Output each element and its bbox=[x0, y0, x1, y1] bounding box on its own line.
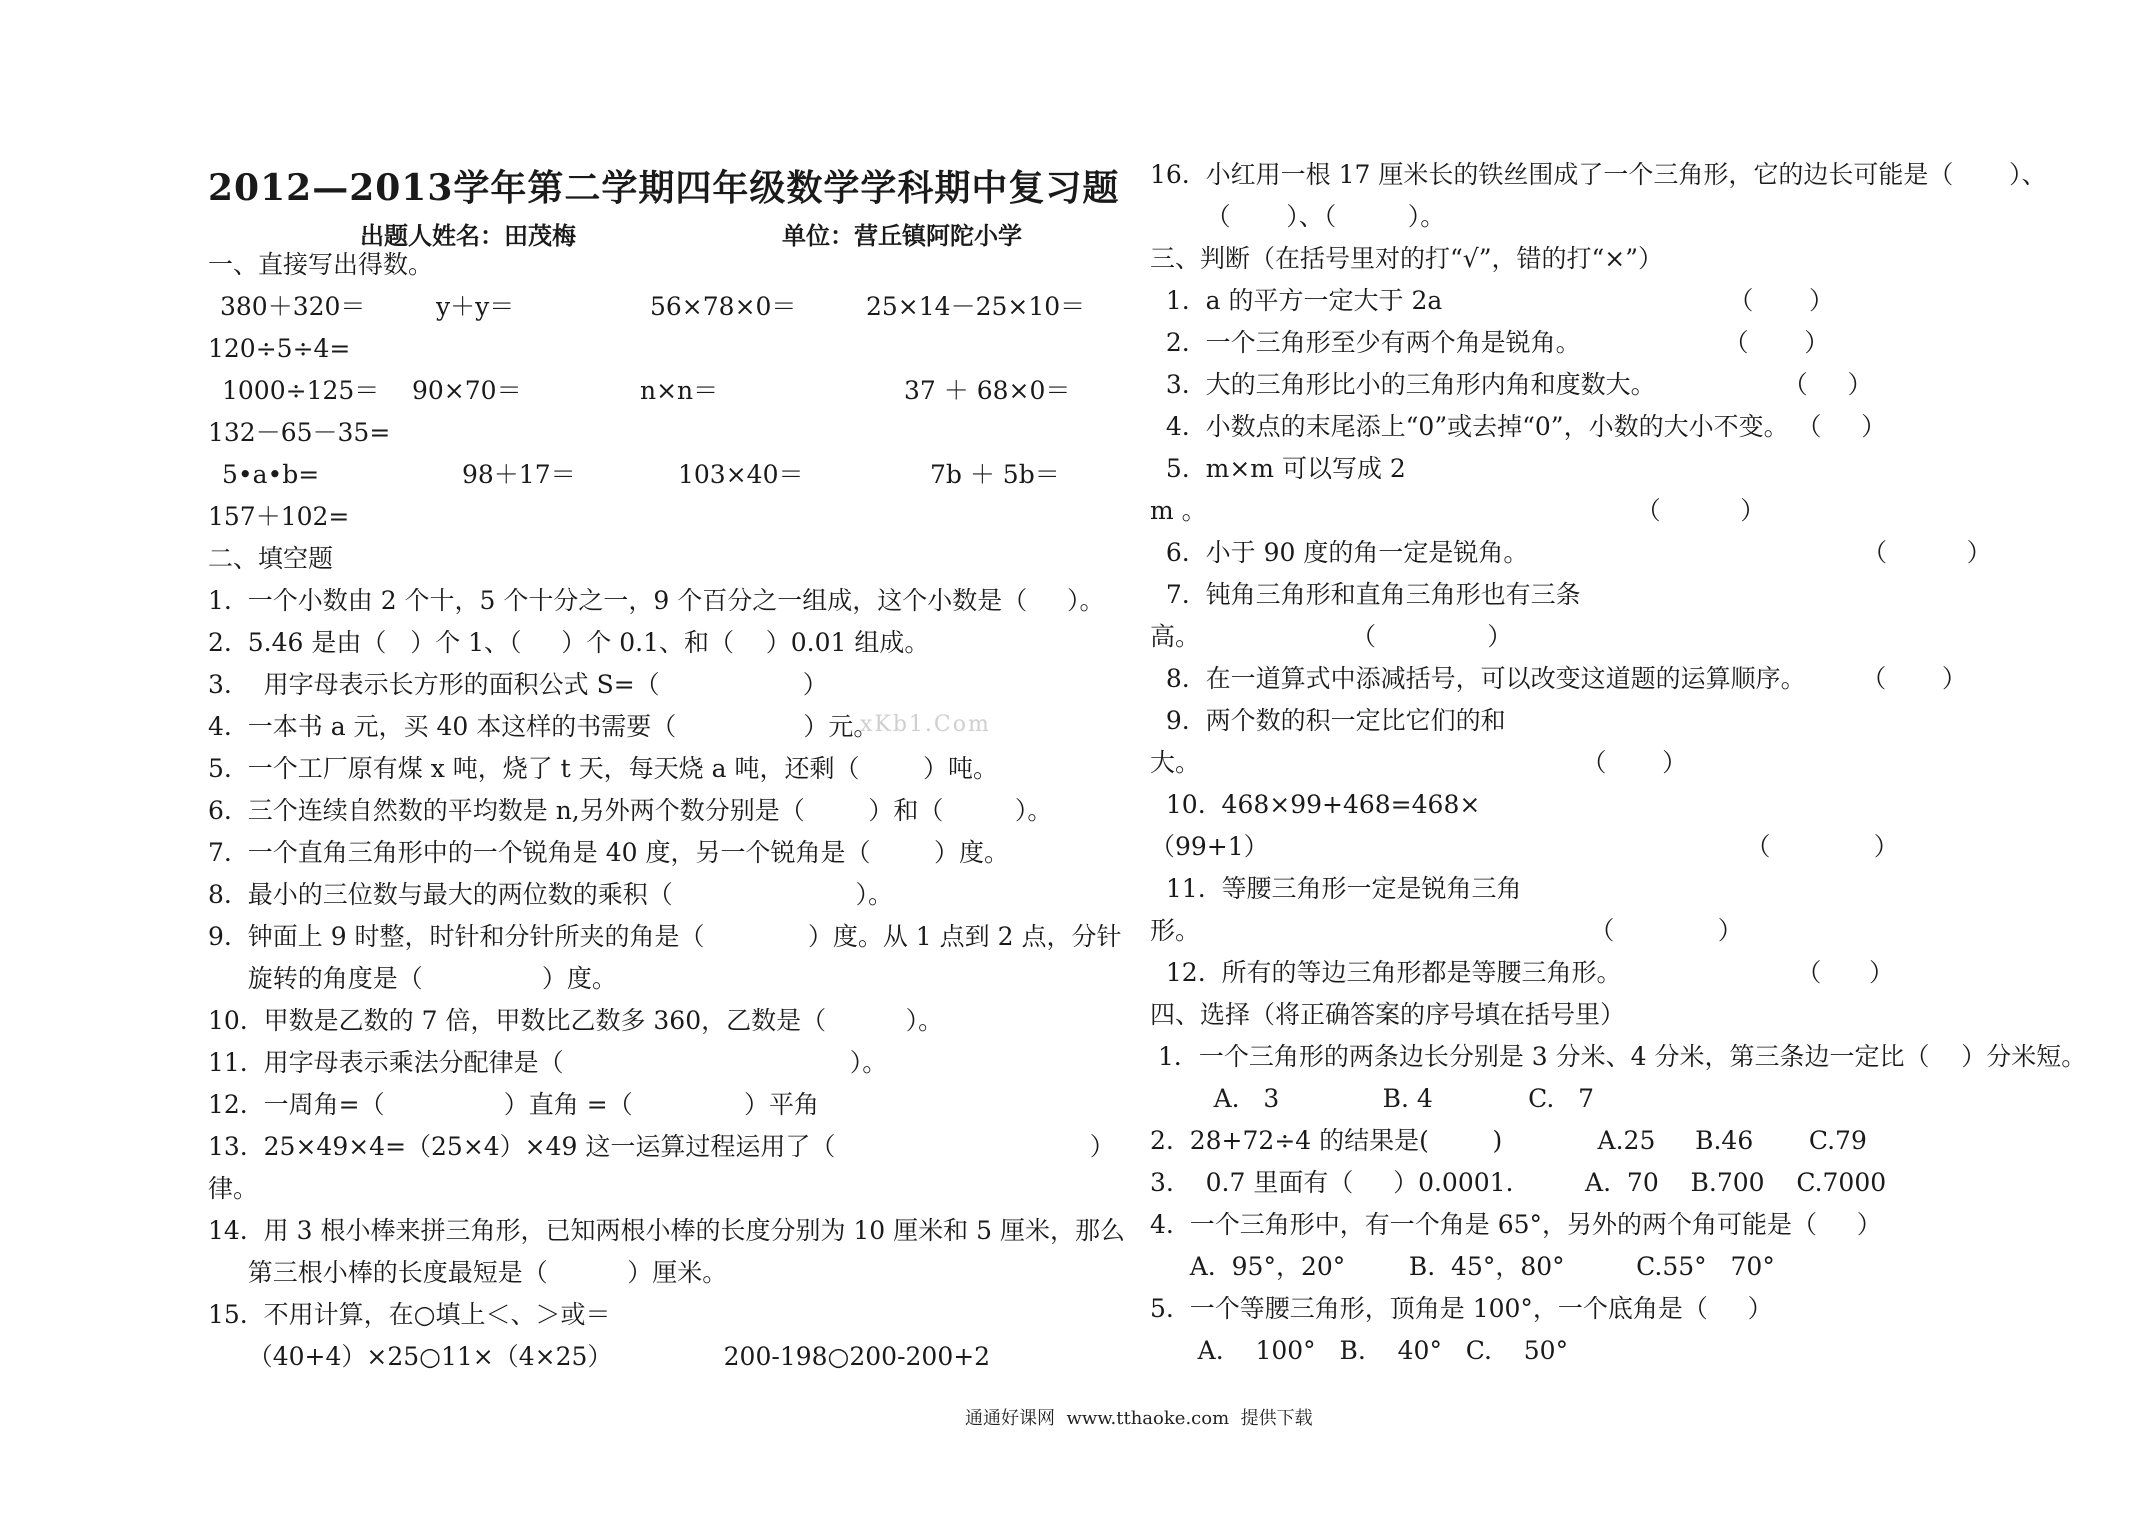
calc-item: 37 ＋ 68×0＝ bbox=[904, 376, 1071, 405]
judge-item: 10. 468×99+468=468× bbox=[1150, 790, 1481, 819]
question: 1. 一个小数由 2 个十，5 个十分之一，9 个百分之一组成，这个小数是（ ）。 bbox=[208, 586, 1105, 615]
calc-item: 90×70＝ bbox=[412, 376, 522, 405]
page-title: 2012—2013学年第二学期四年级数学学科期中复习题 bbox=[208, 167, 1120, 209]
calc-item: 5•a•b= bbox=[222, 460, 320, 489]
choice-item: 4. 一个三角形中，有一个角是 65°，另外的两个角可能是（ ） bbox=[1150, 1210, 1882, 1239]
judge-item: 9. 两个数的积一定比它们的和 bbox=[1150, 706, 1506, 735]
calc-item: 157＋102= bbox=[208, 502, 350, 531]
question: 11. 用字母表示乘法分配律是（ ）。 bbox=[208, 1048, 888, 1077]
calc-item: y＋y＝ bbox=[436, 292, 515, 321]
question: 2. 5.46 是由（ ）个 1、（ ）个 0.1、和（ ）0.01 组成。 bbox=[208, 628, 930, 657]
choice-options: A. 3 B. 4 C. 7 bbox=[1150, 1084, 1595, 1113]
calc-item: 25×14－25×10＝ bbox=[866, 292, 1086, 321]
judge-item: 大。 （ ） bbox=[1150, 748, 1688, 777]
choice-item: 5. 一个等腰三角形，顶角是 100°，一个底角是（ ） bbox=[1150, 1294, 1773, 1323]
judge-item: 2. 一个三角形至少有两个角是锐角。 （ ） bbox=[1150, 328, 1830, 357]
judge-item: 12. 所有的等边三角形都是等腰三角形。 （ ） bbox=[1150, 958, 1895, 987]
question: 第三根小棒的长度最短是（ ）厘米。 bbox=[208, 1258, 728, 1287]
calc-item: 103×40＝ bbox=[678, 460, 804, 489]
judge-item: 7. 钝角三角形和直角三角形也有三条 bbox=[1150, 580, 1581, 609]
calc-item: 120÷5÷4= bbox=[208, 334, 351, 363]
calc-item: 132－65－35= bbox=[208, 418, 391, 447]
question: 5. 一个工厂原有煤 x 吨，烧了 t 天，每天烧 a 吨，还剩（ ）吨。 bbox=[208, 754, 999, 783]
question: 14. 用 3 根小棒来拼三角形，已知两根小棒的长度分别为 10 厘米和 5 厘米，那么 bbox=[208, 1216, 1125, 1245]
question: 律。 bbox=[208, 1174, 259, 1203]
question: 旋转的角度是（ ）度。 bbox=[208, 964, 617, 993]
choice-item: 3. 0.7 里面有（ ）0.0001. A. 70 B.700 C.7000 bbox=[1150, 1168, 1887, 1197]
question: （40+4）×25○11×（4×25） 200-198○200-200+2 bbox=[208, 1342, 991, 1371]
watermark-text: xKb1.Com bbox=[860, 712, 991, 737]
choice-item: 2. 28+72÷4 的结果是( ) A.25 B.46 C.79 bbox=[1150, 1126, 1867, 1155]
calc-item: 7b ＋ 5b＝ bbox=[930, 460, 1060, 489]
question: 15. 不用计算，在○填上＜、＞或＝ bbox=[208, 1300, 611, 1329]
section-3-title: 三、判断（在括号里对的打“√”，错的打“×”） bbox=[1150, 244, 1664, 273]
judge-item: 5. m×m 可以写成 2 bbox=[1150, 454, 1406, 483]
footer-credit: 通通好课网 www.tthaoke.com 提供下载 bbox=[965, 1408, 1313, 1429]
choice-options: A. 100° B. 40° C. 50° bbox=[1150, 1336, 1569, 1365]
question: 16. 小红用一根 17 厘米长的铁丝围成了一个三角形，它的边长可能是（ ）、 bbox=[1150, 160, 2047, 189]
section-4-title: 四、选择（将正确答案的序号填在括号里） bbox=[1150, 1000, 1626, 1029]
judge-item: m 。 （ ） bbox=[1150, 496, 1766, 525]
question: 13. 25×49×4=（25×4）×49 这一运算过程运用了（ ） bbox=[208, 1132, 1115, 1161]
calc-item: 56×78×0＝ bbox=[650, 292, 797, 321]
choice-options: A. 95°，20° B. 45°，80° C.55° 70° bbox=[1150, 1252, 1775, 1281]
question: 10. 甲数是乙数的 7 倍，甲数比乙数多 360，乙数是（ ）。 bbox=[208, 1006, 944, 1035]
author-unit: 单位：营丘镇阿陀小学 bbox=[782, 221, 1022, 250]
judge-item: 1. a 的平方一定大于 2a （ ） bbox=[1150, 286, 1834, 315]
judge-item: 形。 （ ） bbox=[1150, 916, 1743, 945]
judge-item: 高。 （ ） bbox=[1150, 622, 1513, 651]
question: 3. 用字母表示长方形的面积公式 S=（ ） bbox=[208, 670, 828, 699]
judge-item: 6. 小于 90 度的角一定是锐角。 （ ） bbox=[1150, 538, 1992, 567]
judge-item: 4. 小数点的末尾添上“0”或去掉“0”，小数的大小不变。 （ ） bbox=[1150, 412, 1887, 441]
question: 6. 三个连续自然数的平均数是 n,另外两个数分别是（ ）和（ ）。 bbox=[208, 796, 1053, 825]
judge-item: 8. 在一道算式中添减括号，可以改变这道题的运算顺序。 （ ） bbox=[1150, 664, 1967, 693]
judge-item: 3. 大的三角形比小的三角形内角和度数大。 （ ） bbox=[1150, 370, 1873, 399]
judge-item: （99+1） （ ） bbox=[1150, 832, 1899, 861]
section-1-title: 一、直接写出得数。 bbox=[208, 250, 434, 279]
calc-item: 1000÷125＝ bbox=[222, 376, 380, 405]
question: 9. 钟面上 9 时整，时针和分针所夹的角是（ ）度。从 1 点到 2 点，分针 bbox=[208, 922, 1122, 951]
calc-item: n×n＝ bbox=[640, 376, 719, 405]
author-name: 出题人姓名：田茂梅 bbox=[360, 221, 576, 250]
judge-item: 11. 等腰三角形一定是锐角三角 bbox=[1150, 874, 1522, 903]
calc-item: 98＋17＝ bbox=[462, 460, 576, 489]
question: 8. 最小的三位数与最大的两位数的乘积（ ）。 bbox=[208, 880, 894, 909]
question: 12. 一周角=（ ）直角 =（ ）平角 bbox=[208, 1090, 819, 1119]
section-2-title: 二、填空题 bbox=[208, 544, 334, 573]
question: 7. 一个直角三角形中的一个锐角是 40 度，另一个锐角是（ ）度。 bbox=[208, 838, 1010, 867]
question: （ ）、（ ）。 bbox=[1150, 202, 1446, 231]
question: 4. 一本书 a 元，买 40 本这样的书需要（ ）元。 bbox=[208, 712, 879, 741]
choice-item: 1．一个三角形的两条边长分别是 3 分米、4 分米，第三条边一定比（ ）分米短。 bbox=[1150, 1042, 2087, 1071]
calc-item: 380＋320＝ bbox=[220, 292, 366, 321]
